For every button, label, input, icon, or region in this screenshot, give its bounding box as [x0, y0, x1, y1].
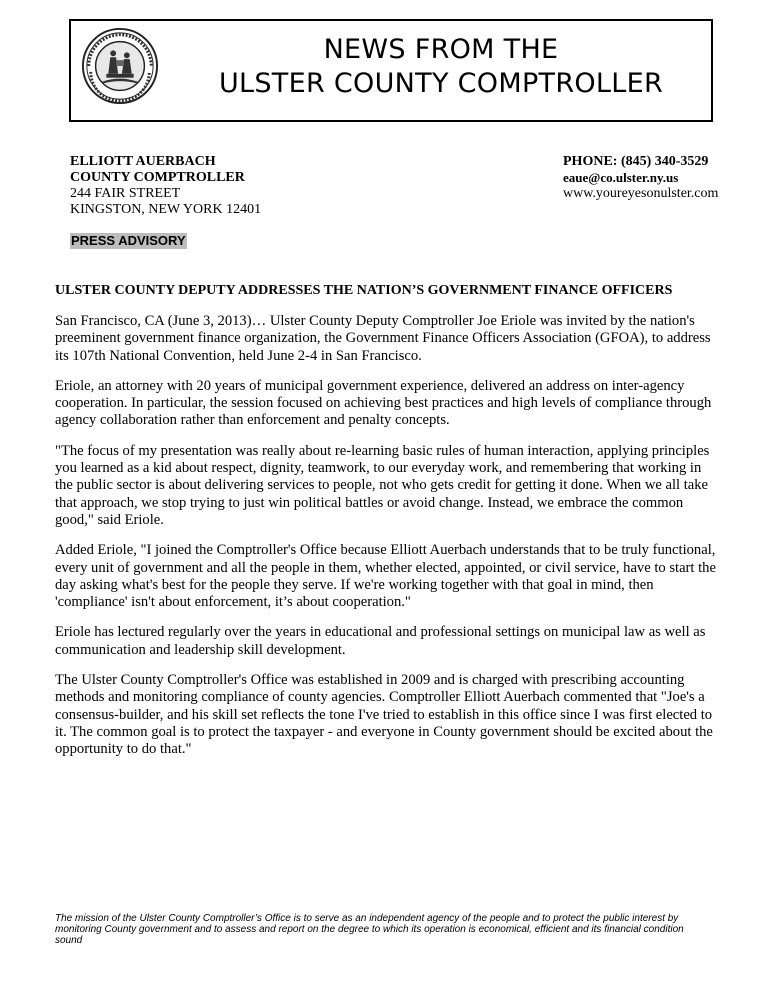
headline: ULSTER COUNTY DEPUTY ADDRESSES THE NATION’S GOVERNMENT FINANCE OFFICERS — [55, 283, 673, 298]
contact-address-block — [70, 154, 261, 218]
masthead-title — [181, 33, 701, 101]
contact-info-block — [563, 154, 718, 202]
mission-statement: The mission of the Ulster County Comptroller’s Office is to serve as an independent agency of the people and to protect the public interest by monitoring County government and to assess and report on the degree to which its operation is economical, efficient and its financial condition sound — [55, 913, 684, 946]
paragraph-4: Added Eriole, "I joined the Comptroller's Office because Elliott Auerbach understands that to be truly functional, every unit of government and all the people in them, whether elected, appointed, or civil service, have to start the day asking what's best for the people they serve. If we're working together with that goal in mind, then 'compliance' isn't about enforcement, it’s about cooperation." — [55, 542, 716, 611]
contact-title: COUNTY COMPTROLLER — [70, 170, 245, 185]
masthead — [69, 19, 713, 122]
county-seal-icon — [81, 27, 159, 105]
paragraph-6: The Ulster County Comptroller's Office was established in 2009 and is charged with prescribing accounting methods and monitoring compliance of county agencies. Comptroller Elliott Auerbach commented that "Joe's a consensus-builder, and his skill set reflects the tone I've tried to establish in this office since I was first elected to it. The common goal is to protect the taxpayer - and everyone in County government should be excited about the opportunity to do that." — [55, 672, 713, 758]
contact-website[interactable]: www.youreyesonulster.com — [563, 186, 719, 201]
paragraph-2: Eriole, an attorney with 20 years of municipal government experience, delivered an address on inter-agency cooperation. In particular, the session focused on achieving best practices and high levels of compliance through agency collaboration rather than enforcement and penalty concepts. — [55, 377, 712, 429]
contact-city: KINGSTON, NEW YORK 12401 — [70, 202, 262, 217]
article-body — [55, 313, 717, 772]
contact-street: 244 FAIR STREET — [70, 186, 181, 201]
contact-name: ELLIOTT AUERBACH — [70, 154, 216, 169]
paragraph-1: San Francisco, CA (June 3, 2013)… Ulster County Deputy Comptroller Joe Eriole was invited by the nation's preeminent government finance organization, the Government Finance Officers Association (GFOA), to address its 107th National Convention, held June 2-4 in San Francisco. — [55, 313, 711, 364]
masthead-title-line2: ULSTER COUNTY COMPTROLLER — [218, 68, 664, 99]
contact-email[interactable]: eaue@co.ulster.ny.us — [563, 170, 679, 185]
contact-phone: PHONE: (845) 340-3529 — [563, 154, 709, 169]
paragraph-3: "The focus of my presentation was really about re-learning basic rules of human interaction, applying principles you learned as a kid about respect, dignity, teamwork, to our everyday work, and remembering that working in the public sector is about delivering services to people, not who gets credit for getting it done. When we all take that approach, we stop trying to just win political battles or avoid change. Instead, we embrace the common good," said Eriole. — [55, 442, 710, 528]
press-advisory-label: PRESS ADVISORY — [71, 233, 186, 248]
masthead-title-line1: NEWS FROM THE — [323, 34, 559, 65]
paragraph-5: Eriole has lectured regularly over the years in educational and professional settings on municipal law as well as communication and leadership skill development. — [55, 624, 706, 658]
